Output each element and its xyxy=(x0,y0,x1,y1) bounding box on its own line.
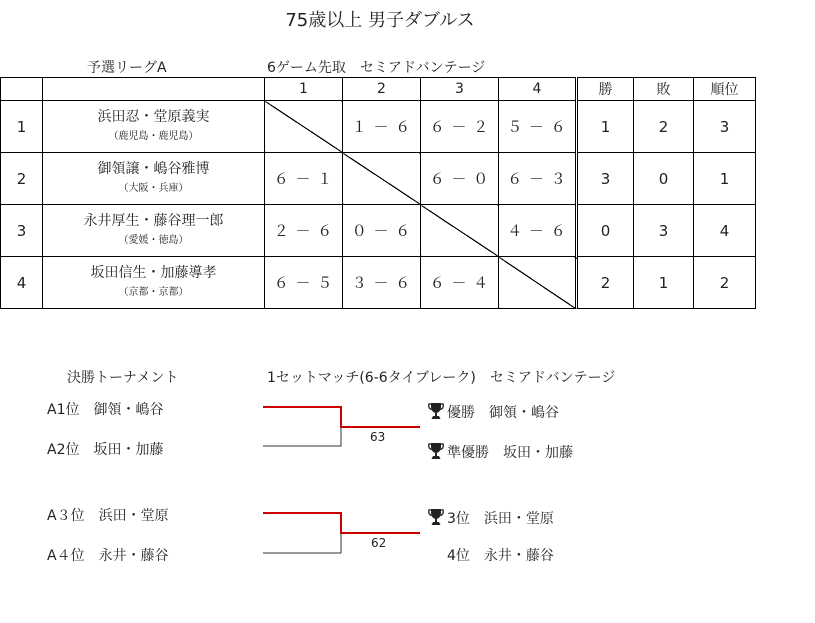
score-cell: ４ － ６ xyxy=(499,205,577,257)
header-rank: 順位 xyxy=(694,78,756,101)
final-bottom-entry: A2位 坂田・加藤 xyxy=(47,442,164,458)
score-cell: ６ － ３ xyxy=(499,153,577,205)
wins-cell: 1 xyxy=(577,101,634,153)
player-names: 永井厚生・藤谷理一郎 xyxy=(83,213,224,229)
third-place-result xyxy=(428,508,554,528)
rank-cell: 2 xyxy=(694,257,756,309)
trophy-icon xyxy=(428,402,444,420)
player-names: 御領譲・嶋谷雅博 xyxy=(97,161,210,177)
losses-cell: 1 xyxy=(634,257,694,309)
page-title: 75歳以上 男子ダブルス xyxy=(285,10,475,31)
losses-cell: 0 xyxy=(634,153,694,205)
player-number: 4 xyxy=(1,257,43,309)
trophy-icon xyxy=(428,508,444,526)
league-format: 6ゲーム先取 セミアドバンテージ xyxy=(267,60,486,76)
final-winner-line xyxy=(263,407,420,427)
player-names: 浜田忍・堂原義実 xyxy=(97,109,210,125)
losses-cell: 2 xyxy=(634,101,694,153)
score-cell: ２ － ６ xyxy=(265,205,343,257)
final-top-entry: A1位 御領・嶋谷 xyxy=(47,402,164,418)
fourth-place-result: 4位 永井・藤谷 xyxy=(447,548,554,564)
final-bracket xyxy=(263,407,420,446)
runner-up-label: 準優勝 坂田・加藤 xyxy=(447,445,573,461)
trophy-icon xyxy=(428,442,444,460)
third-place-label: 3位 浜田・堂原 xyxy=(447,511,554,527)
final-loser-line xyxy=(263,427,341,446)
player-names: 坂田信生・加藤導孝 xyxy=(90,265,217,281)
third-score: 62 xyxy=(371,536,387,550)
score-cell: １ － ６ xyxy=(343,101,421,153)
header-wins: 勝 xyxy=(577,78,634,101)
losses-cell: 3 xyxy=(634,205,694,257)
rank-cell: 1 xyxy=(694,153,756,205)
third-bracket xyxy=(263,513,420,553)
wins-cell: 2 xyxy=(577,257,634,309)
score-cell: ６ － ２ xyxy=(421,101,499,153)
score-cell: ３ － ６ xyxy=(343,257,421,309)
winner-label: 優勝 御領・嶋谷 xyxy=(447,405,559,421)
tournament-title: 決勝トーナメント xyxy=(67,370,179,386)
player-prefecture: （鹿児島・鹿児島） xyxy=(108,131,199,142)
runner-up-result xyxy=(428,442,573,462)
rank-cell: 4 xyxy=(694,205,756,257)
third-top-entry: A３位 浜田・堂原 xyxy=(47,508,169,524)
score-cell: ０ － ６ xyxy=(343,205,421,257)
third-winner-line xyxy=(263,513,420,533)
tournament-format: 1セットマッチ(6-6タイブレーク) セミアドバンテージ xyxy=(267,370,616,386)
header-losses: 敗 xyxy=(634,78,694,101)
score-cell: ６ － ０ xyxy=(421,153,499,205)
rank-cell: 3 xyxy=(694,101,756,153)
player-number: 3 xyxy=(1,205,43,257)
score-cell: ６ － １ xyxy=(265,153,343,205)
wins-cell: 3 xyxy=(577,153,634,205)
wins-cell: 0 xyxy=(577,205,634,257)
header-col-3: 3 xyxy=(421,78,499,101)
third-loser-line xyxy=(263,533,341,553)
score-cell: ６ － ４ xyxy=(421,257,499,309)
final-score: 63 xyxy=(370,430,386,444)
player-prefecture: （大阪・兵庫） xyxy=(118,183,189,194)
player-number: 1 xyxy=(1,101,43,153)
header-col-4: 4 xyxy=(499,78,577,101)
player-prefecture: （京都・京都） xyxy=(118,287,189,298)
player-prefecture: （愛媛・徳島） xyxy=(118,235,189,246)
score-cell: ６ － ５ xyxy=(265,257,343,309)
header-col-1: 1 xyxy=(265,78,343,101)
score-cell: ５ － ６ xyxy=(499,101,577,153)
third-bottom-entry: A４位 永井・藤谷 xyxy=(47,548,169,564)
winner-result xyxy=(428,402,559,422)
player-number: 2 xyxy=(1,153,43,205)
header-col-2: 2 xyxy=(343,78,421,101)
league-name: 予選リーグA xyxy=(87,60,167,76)
